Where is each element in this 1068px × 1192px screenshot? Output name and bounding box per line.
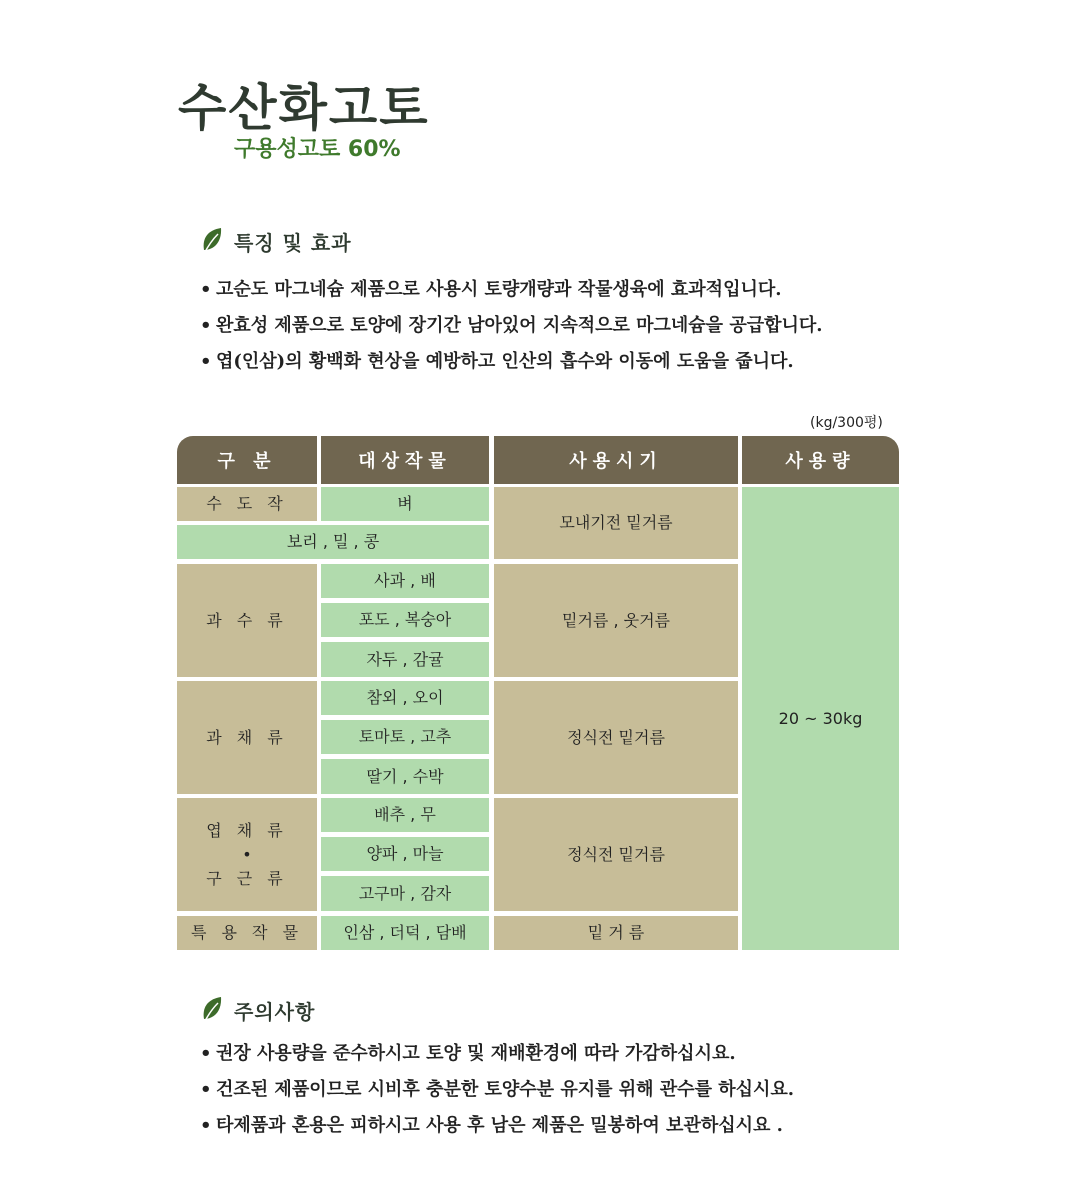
cautions-heading <box>200 995 315 1025</box>
category-rice: 수 도 작 <box>177 487 317 521</box>
crop-cell: 자두 , 감귤 <box>321 642 489 677</box>
crop-cell: 토마토 , 고추 <box>321 720 489 754</box>
category-leaf: 엽 채 류 <box>206 820 288 840</box>
unit-label: (kg/300평) <box>810 415 883 431</box>
crop-cell: 사과 , 배 <box>321 564 489 598</box>
cautions-list <box>200 1036 794 1144</box>
crop-cell: 딸기 , 수박 <box>321 759 489 794</box>
list-item: • 건조된 제품이므로 시비후 충분한 토양수분 유지를 위해 관수를 하십시요. <box>200 1079 795 1100</box>
product-subtitle: 구용성고토 60% <box>234 137 401 162</box>
crop-cell: 배추 , 무 <box>321 798 489 832</box>
leaf-icon <box>200 226 224 256</box>
title-block <box>178 79 430 162</box>
crop-cell: 보리 , 밀 , 콩 <box>177 525 489 559</box>
leaf-icon <box>200 995 224 1025</box>
features-heading-text: 특징 및 효과 <box>234 230 352 255</box>
product-title: 수산화고토 <box>178 79 430 137</box>
features-heading <box>200 226 352 256</box>
crop-cell: 고구마 , 감자 <box>321 876 489 911</box>
category-veg: 과 채 류 <box>177 681 317 794</box>
list-item: • 타제품과 혼용은 피하시고 사용 후 남은 제품은 밀봉하여 보관하십시요 . <box>200 1115 783 1136</box>
timing-rice: 모내기전 밑거름 <box>494 487 738 559</box>
header-timing: 사용시기 <box>494 436 738 484</box>
list-item: • 고순도 마그네슘 제품으로 사용시 토량개량과 작물생육에 효과적입니다. <box>200 279 782 300</box>
usage-table <box>177 436 899 950</box>
header-crop: 대상작물 <box>321 436 489 484</box>
timing-veg: 정식전 밑거름 <box>494 681 738 794</box>
amount-cell: 20 ~ 30kg <box>742 487 899 950</box>
category-leaf-root <box>177 798 317 911</box>
category-fruit: 과 수 류 <box>177 564 317 677</box>
list-item: • 완효성 제품으로 토양에 장기간 남아있어 지속적으로 마그네슘을 공급합니다. <box>200 315 823 336</box>
category-separator: • <box>242 844 252 864</box>
timing-fruit: 밑거름 , 웃거름 <box>494 564 738 677</box>
category-special: 특 용 작 물 <box>177 916 317 950</box>
crop-cell: 벼 <box>321 487 489 521</box>
timing-leaf: 정식전 밑거름 <box>494 798 738 911</box>
header-amount: 사용량 <box>742 436 899 484</box>
crop-cell: 포도 , 복숭아 <box>321 603 489 637</box>
list-item: • 엽(인삼)의 황백화 현상을 예방하고 인산의 흡수와 이동에 도움을 줍니다. <box>200 351 794 372</box>
crop-cell: 양파 , 마늘 <box>321 837 489 871</box>
timing-special: 밑 거 름 <box>494 916 738 950</box>
cautions-heading-text: 주의사항 <box>234 999 316 1024</box>
list-item: • 권장 사용량을 준수하시고 토양 및 재배환경에 따라 가감하십시요. <box>200 1043 736 1064</box>
features-list <box>200 272 823 380</box>
category-root: 구 근 류 <box>206 868 288 888</box>
crop-cell: 인삼 , 더덕 , 담배 <box>321 916 489 950</box>
crop-cell: 참외 , 오이 <box>321 681 489 715</box>
header-category: 구 분 <box>177 436 317 484</box>
